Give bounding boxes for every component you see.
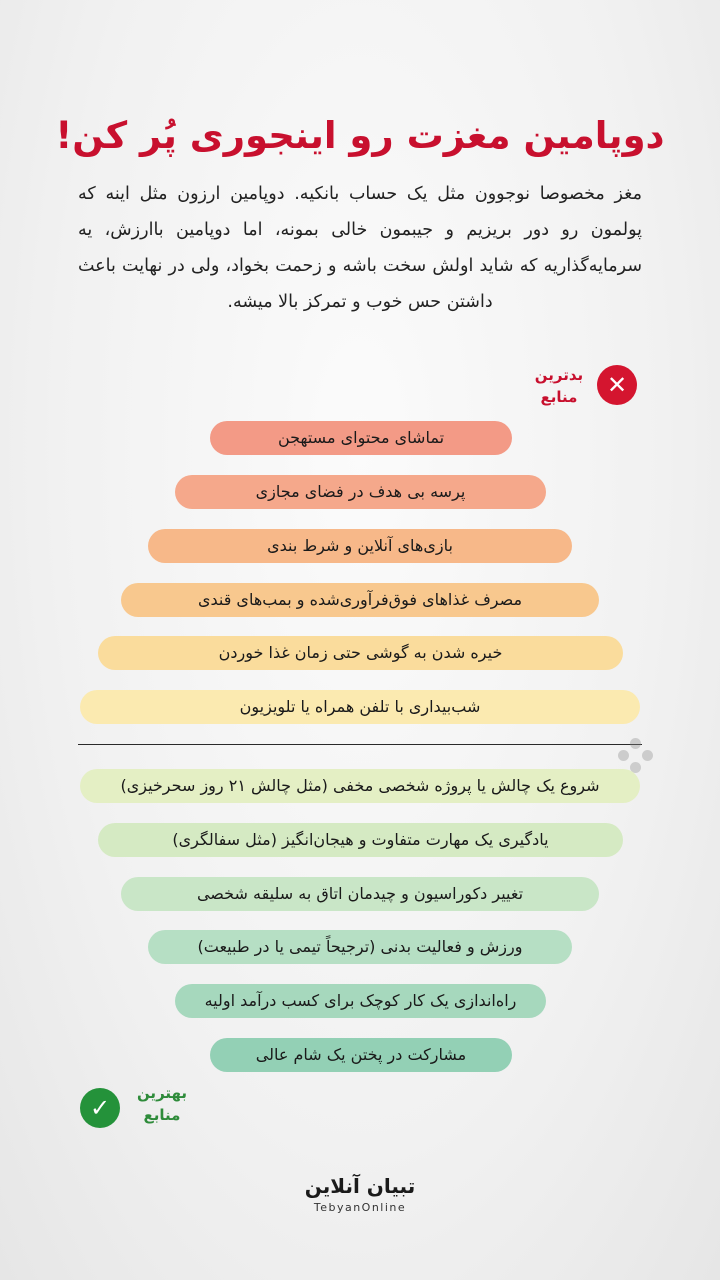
best-item: شروع یک چالش یا پروژه شخصی مخفی (مثل چالش ۲۱ روز سحرخیزی) [80, 769, 640, 803]
best-sources-label [122, 1082, 202, 1126]
worst-item: مصرف غذاهای فوق‌فرآوری‌شده و بمب‌های قندی [121, 583, 599, 617]
best-item: راه‌اندازی یک کار کوچک برای کسب درآمد اولیه [175, 984, 546, 1018]
worst-item: شب‌بیداری با تلفن همراه یا تلویزیون [80, 690, 640, 724]
intro-paragraph: مغز مخصوصا نوجوون مثل یک حساب بانکیه. دوپامین ارزون مثل اینه که پولمون رو دور بریزیم و جیبمون خالی بمونه، اما دوپامین باارزش، یه سرمایه‌گذاریه که شاید اولش سخت باشه و زحمت بخواد، ولی در نهایت باعث داشتن حس خوب و تمرکز بالا میشه. [78, 184, 642, 312]
brand-logo [260, 1172, 460, 1216]
worst-label-line1: بدترین [534, 366, 584, 384]
best-item: یادگیری یک مهارت متفاوت و هیجان‌انگیز (مثل سفالگری) [98, 823, 623, 857]
worst-item: تماشای محتوای مستهجن [210, 421, 512, 455]
section-divider [78, 744, 642, 745]
x-icon: ✕ [597, 365, 637, 405]
best-item: ورزش و فعالیت بدنی (ترجیحاً تیمی یا در طبیعت) [148, 930, 572, 964]
best-item: مشارکت در پختن یک شام عالی [210, 1038, 512, 1072]
best-label-line2: منابع [143, 1106, 181, 1124]
worst-label-line2: منابع [540, 388, 578, 406]
brand-name-en: TebyanOnline [313, 1201, 407, 1214]
worst-item: بازی‌های آنلاین و شرط بندی [148, 529, 572, 563]
worst-item: پرسه بی هدف در فضای مجازی [175, 475, 546, 509]
check-icon: ✓ [80, 1088, 120, 1128]
worst-sources-label [520, 364, 598, 408]
brand-name-fa: تبیان آنلاین [304, 1174, 416, 1198]
page-title: دوپامین مغزت رو اینجوری پُر کن! [55, 114, 665, 157]
best-item: تغییر دکوراسیون و چیدمان اتاق به سلیقه شخصی [121, 877, 599, 911]
worst-item: خیره شدن به گوشی حتی زمان غذا خوردن [98, 636, 623, 670]
best-label-line1: بهترین [136, 1084, 188, 1102]
